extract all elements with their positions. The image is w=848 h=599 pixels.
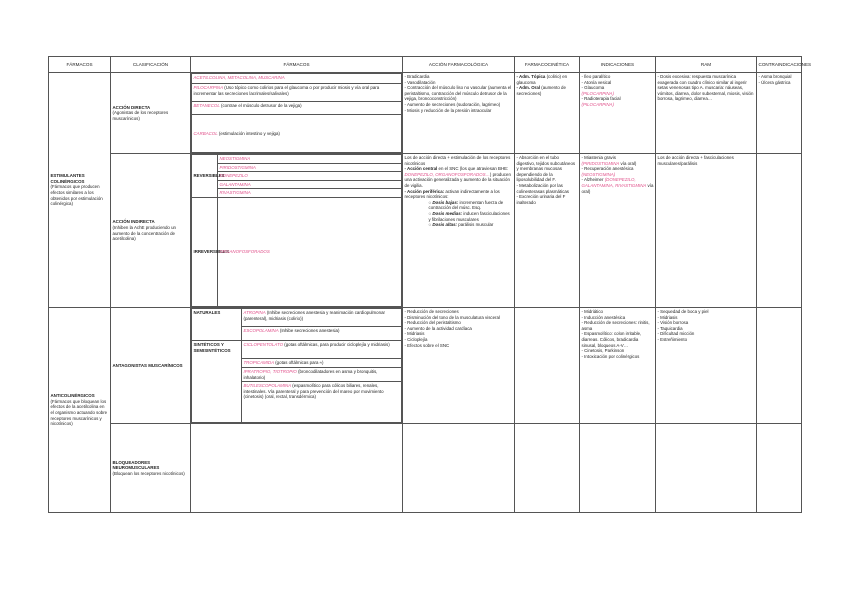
accion-directa-ci: - Asma bronquial - Úlcera gástrica <box>757 73 802 154</box>
drug-sin: BUTILESCOPOLAMINA (espasmolítico para cólicos biliares, renales, intestinales. Vía parenteral y para prevención del mareo por movimiento (cinetosis) (oral, rectal, transdérmica) <box>242 382 402 423</box>
drug-irrev: ORGANOFOSFORADOS <box>218 197 402 306</box>
accion-indirecta-ram: Los de acción directa + fasciculaciones musculares/parálisis <box>656 154 757 308</box>
drug-rev: GALANTAMINA <box>218 180 402 189</box>
antagonistas-ci <box>757 308 802 424</box>
header-contraindicaciones: CONTRAINDICACIONES <box>757 57 802 73</box>
drug-rev: NEOSTIGMINA <box>218 155 402 164</box>
drug-sin: TROPICAMIDA (gotas oftálmicas para ≈) <box>242 359 402 368</box>
antagonistas-effects: - Reducción de secreciones - Disminución del tono de la musculatura visceral - Reducción del peristaltismo - Aumento de la actividad cardíaca - Midriasis - Cicloplejía - Efectos sobre el SNC <box>403 308 515 424</box>
drug-row: ACETILCOLINA, METACOLINA, MUSCARINA <box>192 74 402 84</box>
antagonistas-ram: - Sequedad de boca y piel - Midriasis - Visión borrosa - Taquicardia - Dificultad micción - Estreñimiento <box>656 308 757 424</box>
drugs-antagonistas <box>191 308 403 424</box>
group-desc: (Fármacos que producen efectos similares a los obtenidos por estimulación colinérgica) <box>50 184 103 207</box>
accion-directa-ram: - Dosis excesiva: respuesta muscarínica exagerada con cuadro clínico similar al ingerir setas venenosas tipo A. muscaria: náuseas, vómitos, diarrea, dolor subesternal, miosis, visión borrosa, lagrimeo, diarrea… <box>656 73 757 154</box>
drug-rev: PIRIDOSTIGMINA <box>218 163 402 172</box>
bloqueadores-ram <box>656 424 757 513</box>
class-accion-directa <box>111 73 191 154</box>
group-estimulantes <box>49 73 111 308</box>
accion-indirecta-fc: - Absorción en el tubo digestivo, tejidos subcutáneos y membranas mucosas dependiendo de la liposolubilidad del F. - Metabolización por las colinesterasas plasmáticas - Excreción urinaria del F inalterado <box>515 154 580 308</box>
header-indicaciones: INDICACIONES <box>580 57 656 73</box>
header-accion: ACCIÓN FARMACOLÓGICA <box>403 57 515 73</box>
bloqueadores-effects <box>403 424 515 513</box>
label-reversibles: REVERSIBLES <box>192 155 218 198</box>
drug-row: CARBACOL (estimulación intestino y vejiga) <box>192 115 402 153</box>
class-antagonistas: ANTAGONISTAS MUSCARÍNICOS <box>111 308 191 424</box>
bloqueadores-ci <box>757 424 802 513</box>
accion-directa-effects: - Bradicardia - Vasodilatación - Contracción del músculo liso no vascular (aumenta el peristaltismo, contracción del músculo detrusor de la vejiga, broncoconstricción) - Aumento de secreciones (sudoración, lagrimeo) - Miosis y reducción de la presión intraocular <box>403 73 515 154</box>
drug-row: PILOCARPINA (Uso tópico como colirios para el glaucoma o por producir miosis y vía oral para incrementar las secreciones lacrimales/salivales) <box>192 84 402 102</box>
drugs-bloqueadores <box>191 424 403 513</box>
drug-rev: DONEPEZILO <box>218 172 402 181</box>
row-antagonistas <box>49 308 802 424</box>
header-farmacocinetica: FARMACOCINÉTICA <box>515 57 580 73</box>
group-anticolinergicos: ANTICOLINÉRGICOS (Fármacos que bloquean los efectos de la acetilcolina en el organismo actuando sobre receptores muscarínicos y nicotínicos) <box>49 308 111 513</box>
accion-indirecta-ci <box>757 154 802 308</box>
drug-nat: ATROPINA (Inhibe secreciones anestesia y reanimación cardiopulmonar (parenteral), midriasis (colirio)) <box>242 309 402 327</box>
class-desc: (Agonistas de los receptores muscarínicos) <box>112 110 169 121</box>
header-farmacos-2: FÁRMACOS <box>191 57 403 73</box>
header-ram: RAM <box>656 57 757 73</box>
class-accion-indirecta: ACCIÓN INDIRECTA (Inhiben la AchE produciendo un aumento de la concentración de acetilcolina) <box>111 154 191 308</box>
drugs-accion-indirecta <box>191 154 403 308</box>
header-row <box>49 57 802 73</box>
drug-rev: RIVASTIGMINA <box>218 189 402 198</box>
drug-row: BETANECOL (contrae el músculo detrusor de la vejiga) <box>192 102 402 115</box>
bloqueadores-indicaciones <box>580 424 656 513</box>
drugs-accion-directa <box>191 73 403 154</box>
accion-indirecta-effects: Los de acción directa + estimulación de los receptores nicotínicos - Acción central en el SNC (los que atraviesan BHE: DONEPEZILO, ORGANOFOSFORADOS…) producen una activación generalizada y aumento de la situación de vigilia. - Acción periférica: activan indirectamente a los receptores nicotínicos: ○ Dosis bajas: incrementan fuerza de contracción del músc. Esq. ○ Dosis medias: inducen fasciculaciones y fibrilaciones musculares ○ Dosis altas: parálisis muscular <box>403 154 515 308</box>
drug-sin: CICLOPENTOLATO (gotas oftálmicas, para producir cicloplejía y midriasis) <box>242 341 402 359</box>
accion-indirecta-indicaciones: - Miastenia gravis (PIRIDOSTIGMINA vía oral) - Recuperación anestésica (NEOSTIGMINA) - Alzheimer (DONEPEZILO, GALANTAMINA, RIVASTIGMINA vía oral) <box>580 154 656 308</box>
header-farmacos: FÁRMACOS <box>49 57 111 73</box>
label-sinteticos: SINTÉTICOS Y SEMISINTÉTICOS <box>192 341 242 423</box>
antagonistas-fc <box>515 308 580 424</box>
accion-directa-indicaciones: - Íleo paralítico - Atonía vesical - Glaucoma (PILOCARPINA) - Radioterapia facial (PILOCARPINA) <box>580 73 656 154</box>
antagonistas-indicaciones: - Midriático - Inducción anestésica - Reducción de secreciones: rinitis, asma - Espasmolítico: colon irritable, diarreas. Cólicos, bradicardia sinusal, bloqueos A-V… - Cinetosis, Parkinson - Intoxicación por colinérgicos <box>580 308 656 424</box>
row-bloqueadores <box>49 424 802 513</box>
class-bloqueadores: BLOQUEADORES NEUROMUSCULARES (Bloquean los receptores nicotínicos) <box>111 424 191 513</box>
pharmacology-table <box>48 56 812 513</box>
label-irreversibles: IRREVERSIBLES <box>192 197 218 306</box>
row-accion-directa <box>49 73 802 154</box>
drug-sin: IPRATROPIO, TIOTROPIO (broncodilatadores en asma y bronquitis, inhalatorio) <box>242 368 402 382</box>
row-accion-indirecta <box>49 154 802 308</box>
accion-directa-fc: - Adm. Tópica (colirio) en glaucoma - Adm. Oral (aumento de secreciones) <box>515 73 580 154</box>
label-naturales: NATURALES <box>192 309 242 341</box>
header-clasificacion: CLASIFICACIÓN <box>111 57 191 73</box>
bloqueadores-fc <box>515 424 580 513</box>
group-title: ESTIMULANTES COLINÉRGICOS <box>50 173 85 184</box>
drug-nat: ESCOPOLAMINA (Inhibe secreciones anestesia) <box>242 327 402 341</box>
class-title: ACCIÓN DIRECTA <box>112 104 151 110</box>
